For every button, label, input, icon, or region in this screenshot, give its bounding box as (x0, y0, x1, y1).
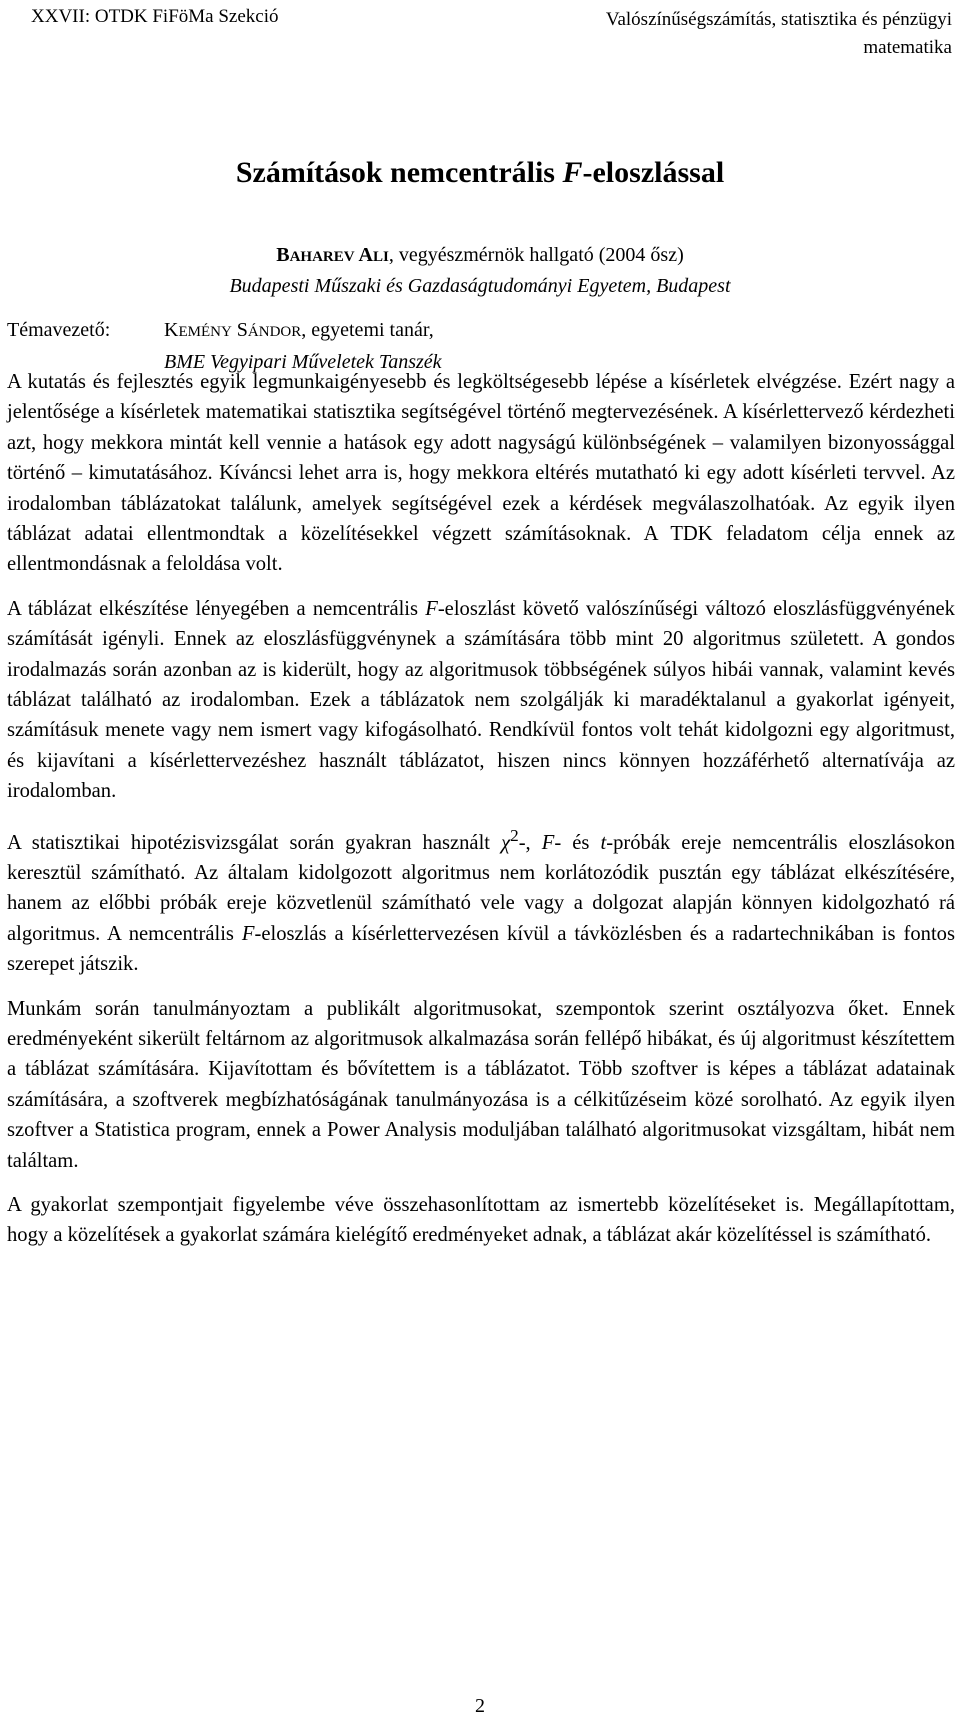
advisor-surname-rest: EMÉNY (178, 324, 232, 340)
variable-f: F (425, 597, 438, 620)
author-role: , vegyészmérnök hallgató (2004 ősz) (388, 244, 684, 266)
author-name (276, 244, 389, 266)
paragraph-2 (7, 594, 955, 807)
advisor-department: BME Vegyipari Műveletek Tanszék (164, 351, 442, 373)
author-surname-initial: B (276, 244, 290, 266)
advisor-name-line (164, 318, 434, 344)
page-title (0, 155, 960, 191)
header-left: XXVII: OTDK FiFöMa Szekció (31, 6, 279, 27)
paragraph-3-part: -eloszlás a kísérlettervezésen kívül a távközlésben és a radartechnikában is fontos szerepet játszik. (7, 922, 955, 976)
advisor-given-initial: S (236, 319, 248, 341)
superscript-2: 2 (510, 825, 519, 845)
variable-t: t (600, 831, 607, 854)
paragraph-2-part: A táblázat elkészítése lényegében a nemcentrális (7, 597, 426, 620)
author-given-initial: A (358, 244, 373, 266)
title-before: Számítások nemcentrális (235, 156, 563, 189)
paragraph-3-part: -próbák ereje nemcentrális eloszlásokon keresztül számítható. Az általam kidolgozott algoritmus nem korlátozódik pusztán egy táblázat elkészítésére, hanem az előbbi próbák ereje közvetlenül számítható vele vagy a dolgozat alapján könnyen kidolgozható rá algoritmus. A nemcentrális (7, 831, 956, 945)
advisor-surname-initial: K (164, 319, 179, 341)
paragraph-3-part: -, (518, 831, 542, 854)
author-university: Budapesti Műszaki és Gazdaságtudományi Egyetem, Budapest (229, 275, 731, 297)
author-surname-rest: AHAREV (289, 249, 355, 265)
paragraph-4: Munkám során tanulmányoztam a publikált algoritmusokat, szempontok szerint osztályozva őket. Ennek eredményeként sikerült feltárnom az algoritmusok alkalmazása során fellépő hibákat, és új algoritmust készítettem a táblázat számítására. Kijavítottam és bővítettem is a táblázatot. Több szoftver is képes a táblázat adatainak számítására, a szoftverek megbízhatóságának tanulmányozása is a célkitűzéseim közé sorolható. Az egyik ilyen szoftver a Statistica program, ennek a Power Analysis moduljában található algoritmusokat vizsgáltam, hibát nem találtam. (7, 997, 955, 1172)
variable-chi: χ (501, 831, 511, 854)
title-after: -eloszlással (582, 156, 725, 189)
paragraph-2-part: -eloszlást követő valószínűségi változó eloszlásfüggvényének számítását igényli. Ennek az eloszlásfüggvénynek a számítására több mint 20 algoritmus született. A gondos irodalmazás során azonban az is kiderült, hogy az algoritmusok többségének súlyos hibái vannak, valamint kevés táblázat található az irodalomban. Ezek a táblázatok nem szolgálják ki maradéktalanul a gyakorlat igényeit, számításuk menete vagy nem ismert vagy kifogásolható. Rendkívül fontos volt tehát kidolgozni egy algoritmust, és kijavítani a kísérlettervezéshez használt táblázatot, hiszen nincs könnyen hozzáférhető alternatívája az irodalomban. (7, 597, 955, 803)
variable-f: F (541, 831, 555, 854)
paragraph-5: A gyakorlat szempontjait figyelembe véve összehasonlítottam az ismertebb közelítéseket is. Megállapítottam, hogy a közelítések a gyakorlat számára kielégítő eredményeket adnak, a táblázat akár közelítéssel is számítható. (7, 1194, 955, 1247)
paragraph-3 (7, 821, 955, 980)
paragraph-3-part: - és (554, 831, 601, 854)
page-number: 2 (475, 1695, 485, 1717)
abstract-body (7, 367, 955, 1265)
paragraph-3-part: A statisztikai hipotézisvizsgálat során gyakran használt (7, 831, 502, 854)
variable-f: F (241, 922, 255, 945)
paragraph-1: A kutatás és fejlesztés egyik legmunkaigényesebb és legköltségesebb lépése a kísérletek elvégzése. Ezért nagy a jelentősége a kísérletek matematikai statisztika segítségével történő megtervezésének. A kísérlettervező kérdezheti azt, hogy mekkora mintát kell vennie a hatások egy adott nagyságú különbségének – valamilyen bizonyossággal történő – kimutatásához. Kíváncsi lehet arra is, hogy mekkora eltérés mutatható ki egy adott kísérleti tervvel. Az irodalomban táblázatokat találunk, amelyek segítségével ezek a kérdések megválaszolhatóak. Az egyik ilyen táblázat adatai ellentmondtak a közelítésekkel végzett számításoknak. A TDK feladatom célja ennek az ellentmondásnak a feloldása volt. (7, 371, 955, 576)
advisor-label: Témavezető: (7, 319, 111, 341)
advisor-given-rest: ÁNDOR (247, 324, 302, 340)
author-given-rest: LI (372, 249, 389, 265)
title-variable: F (562, 156, 583, 189)
author-line (0, 243, 960, 269)
advisor-role: , egyetemi tanár, (301, 319, 434, 341)
header-right: Valószínűségszámítás, statisztika és pénzügyi matematika (605, 9, 952, 58)
